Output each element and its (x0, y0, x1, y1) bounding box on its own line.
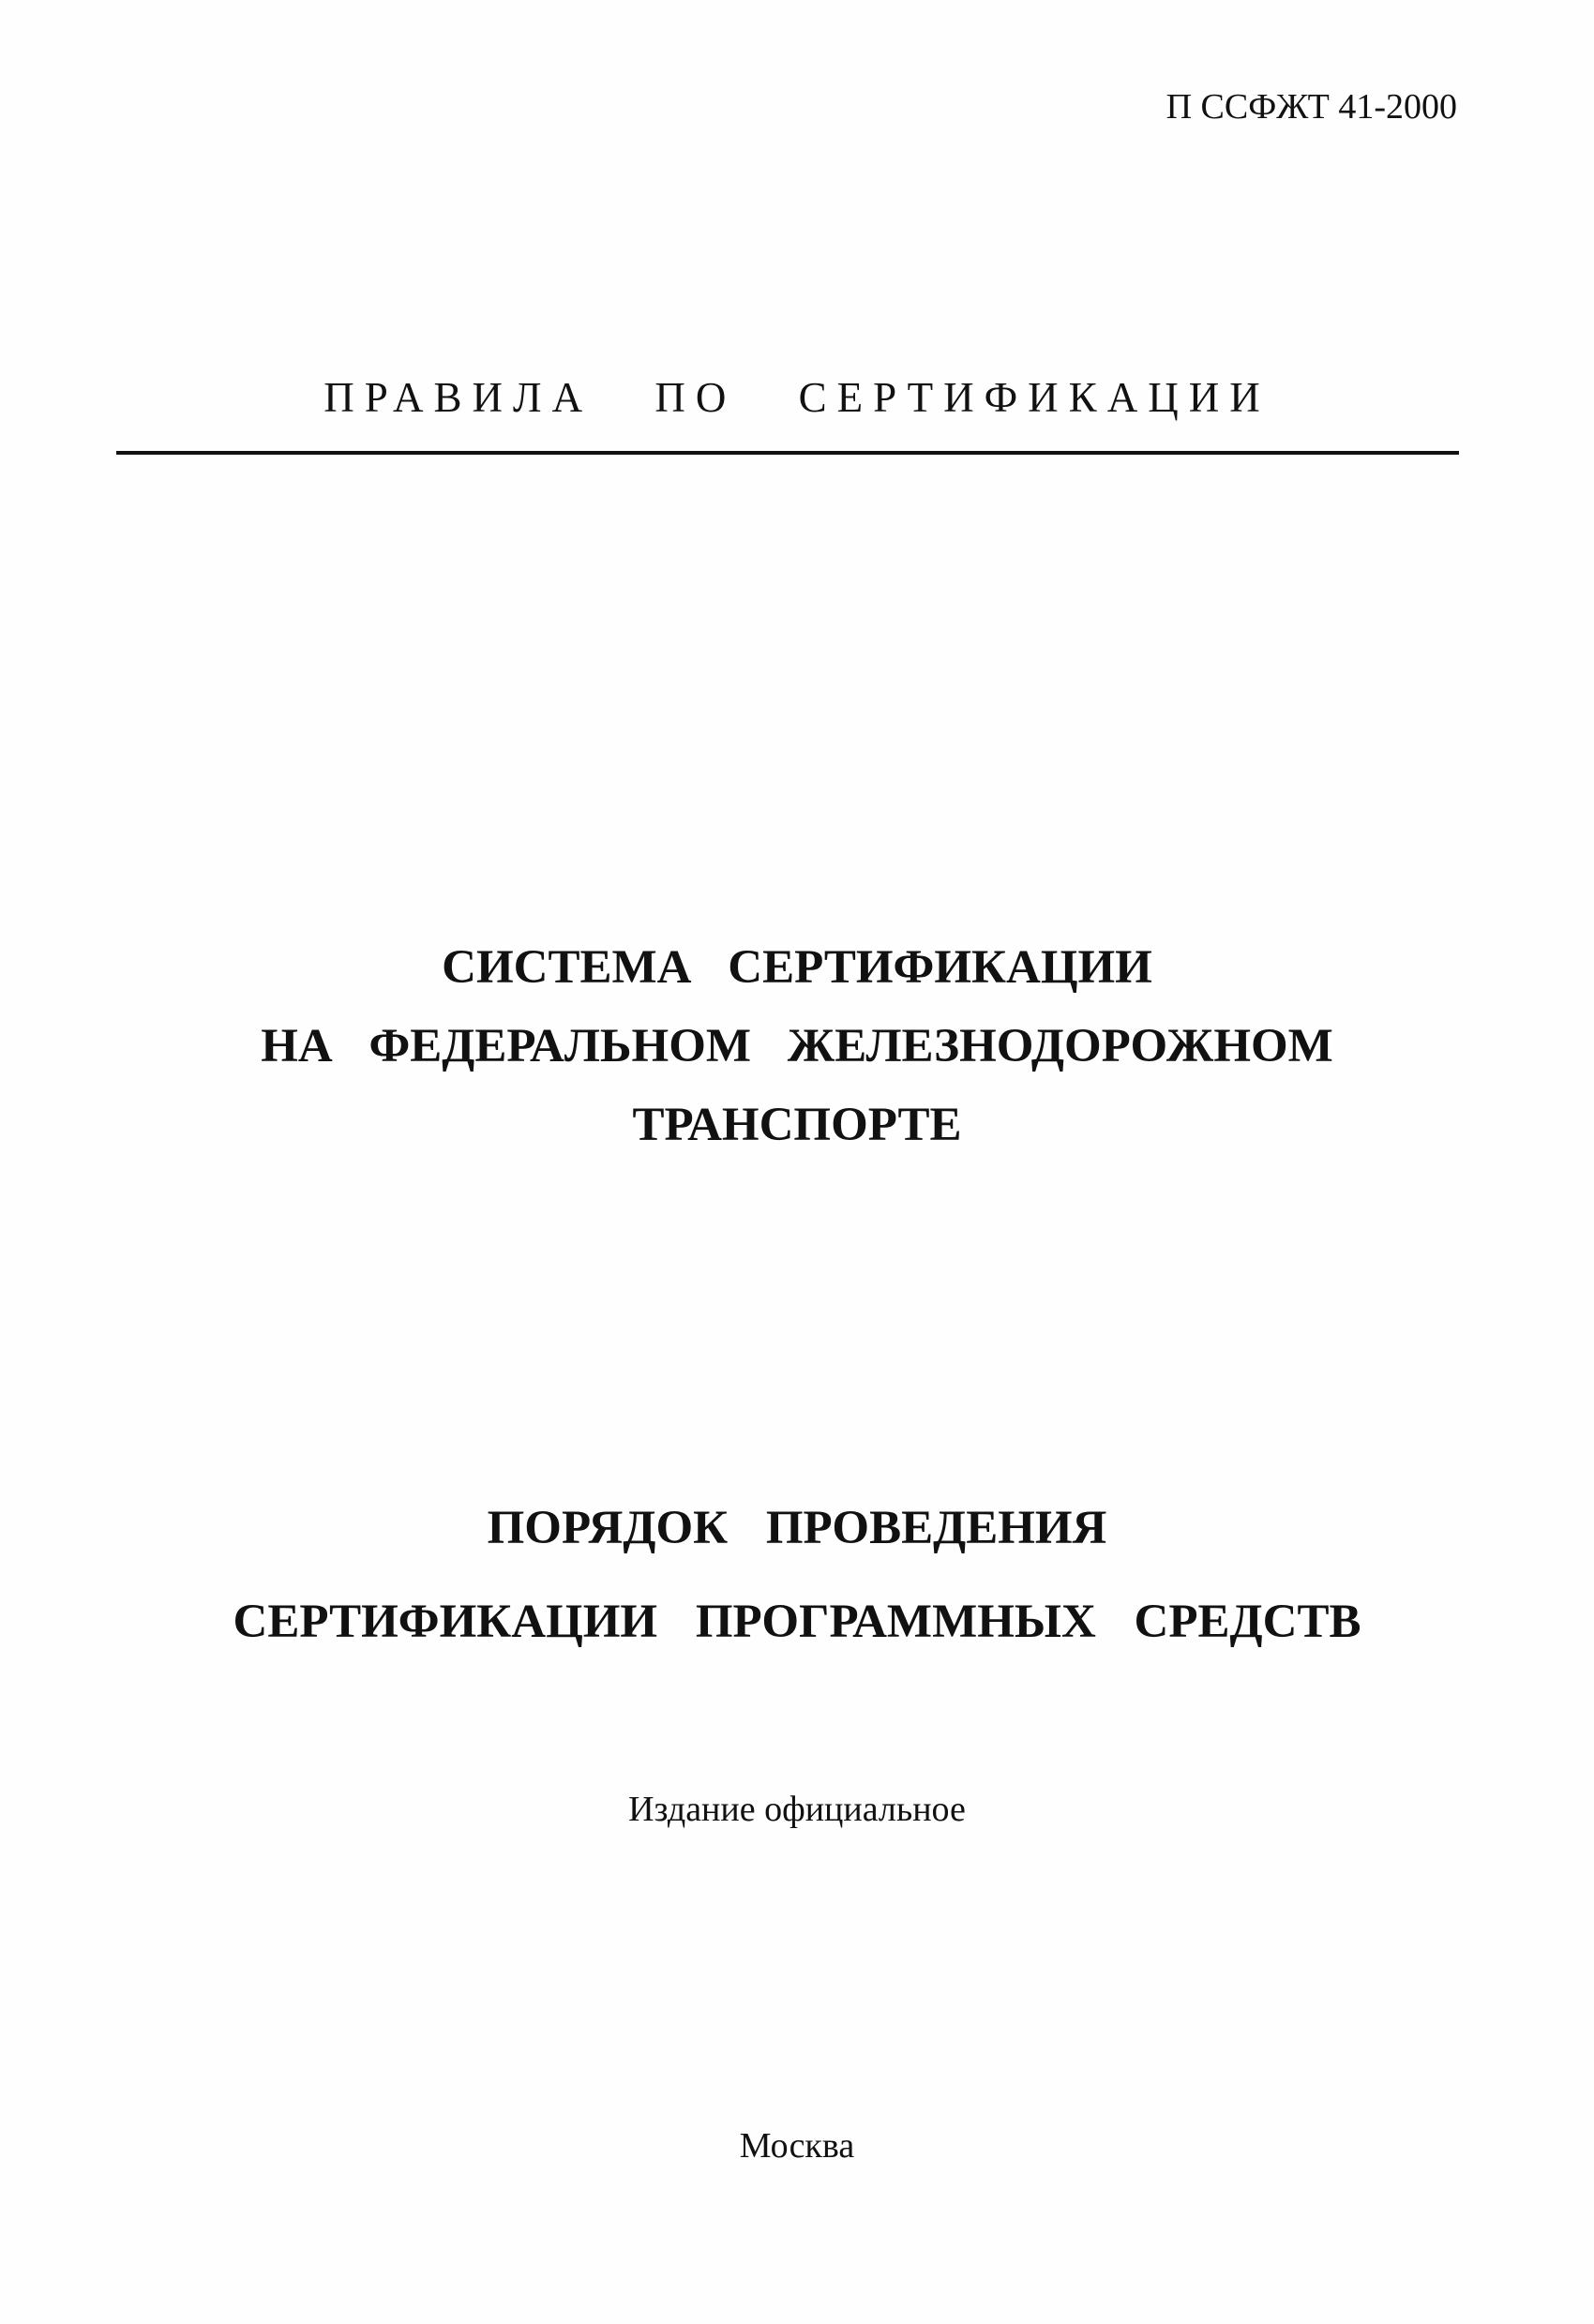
series-title: ПРАВИЛА ПО СЕРТИФИКАЦИИ (323, 374, 1271, 421)
system-title-line-3: ТРАНСПОРТЕ (632, 1099, 962, 1151)
horizontal-rule (116, 451, 1459, 455)
document-title-line-1: ПОРЯДОК ПРОВЕДЕНИЯ (487, 1502, 1107, 1554)
system-title-line-1: СИСТЕМА СЕРТИФИКАЦИИ (442, 941, 1152, 994)
document-title (0, 1481, 1594, 1669)
edition-note: Издание официальное (628, 1790, 966, 1829)
document-code: П ССФЖТ 41-2000 (1165, 87, 1457, 127)
system-title (0, 928, 1594, 1164)
system-title-line-2: НА ФЕДЕРАЛЬНОМ ЖЕЛЕЗНОДОРОЖНОМ (261, 1020, 1333, 1072)
publication-city: Москва (739, 2126, 855, 2166)
document-title-line-2: СЕРТИФИКАЦИИ ПРОГРАММНЫХ СРЕДСТВ (233, 1596, 1361, 1648)
